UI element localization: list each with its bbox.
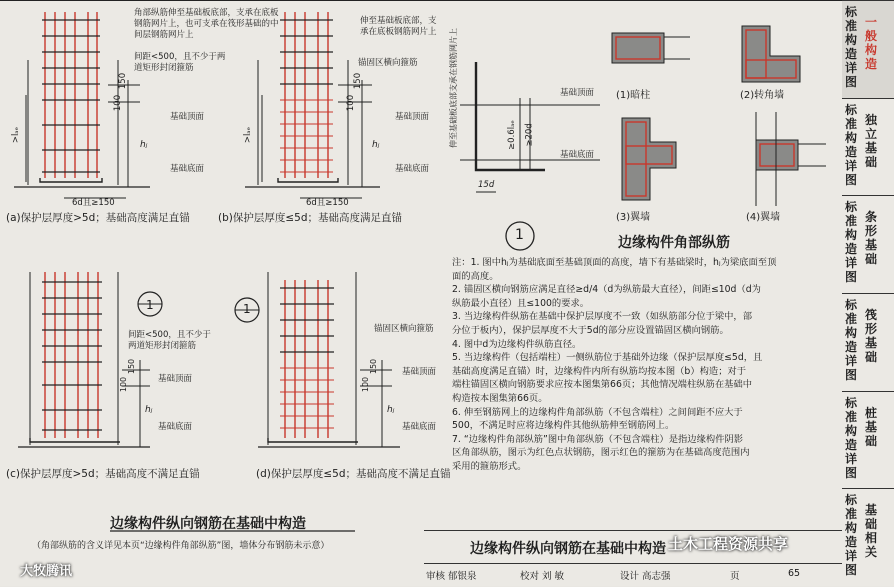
fig-c-dim-100: 100 [119, 376, 129, 393]
checker-name: 刘 敏 [542, 571, 565, 582]
note-line: 6. 伸至钢筋网上的边缘构件角部纵筋（不包含端柱）之间间距不应大于 [452, 406, 743, 418]
page-number: 65 [788, 568, 801, 579]
note-line: 分位于板内），保护层厚度不大于5d的部分应设置锚固区横向钢筋。 [452, 325, 729, 336]
sidebar-tab[interactable] [842, 98, 894, 197]
note-line: 500，不满足时应将边缘构件其他纵筋伸至钢筋网上。 [452, 420, 675, 432]
fig-b-top-label: 基础顶面 [395, 112, 430, 122]
fig-a-dim-hj: hⱼ [140, 140, 148, 150]
corner-members-drawing [612, 26, 826, 206]
sidebar-tab-series: 标准构造详图 [845, 102, 858, 187]
fig-c-drawing [18, 272, 162, 447]
fig-a-caption: (a)保护层厚度>5d；基础高度满足直锚 [6, 212, 190, 224]
fig-a-top-label: 基础顶面 [170, 112, 205, 122]
sidebar-tab-label: 筏形基础 [865, 308, 878, 364]
fig-b-dim-lae: >lₐₑ [243, 126, 254, 144]
fig-c-spacing-note: 间距<500，且不少于两道矩形封闭箍筋 [128, 330, 211, 351]
fig-a-dim-lae: >lₐₑ [11, 126, 22, 144]
note-line: 端柱锚固区横向钢筋要求应按本图集第66页；其他情况端柱纵筋在基础中 [452, 379, 753, 391]
fig-d-caption: (d)保护层厚度≤5d；基础高度不满足直锚 [256, 468, 451, 480]
fig-1-dim-15d: 15d [478, 180, 495, 190]
fig-a-bottom-label: 基础底面 [170, 164, 205, 174]
fig-c-bottom-label: 基础底面 [158, 422, 193, 432]
note-line: 5. 当边缘构件（包括端柱）一侧纵筋位于基础外边缘（保护层厚度≤5d，且 [452, 352, 763, 364]
fig-b-dim-hj: hⱼ [372, 140, 380, 150]
note-line: 4. 图中d为边缘构件纵筋直径。 [452, 338, 582, 350]
sidebar-tab-series: 标准构造详图 [845, 200, 858, 285]
fig-d-anchor-note: 锚固区横向箍筋 [374, 324, 434, 334]
fig-1-dim-06: ≥0.6lₐₑ [506, 120, 517, 150]
sidebar-tab-label: 基础相关 [865, 503, 878, 560]
fig-d-marker: 1 [243, 302, 251, 316]
corner-item-4: (4)翼墙 [746, 212, 781, 223]
fig-a-dim-100: 100 [113, 94, 124, 112]
fig-b-anchor-note: 锚固区横向箍筋 [358, 58, 418, 68]
designer-name: 高志强 [642, 571, 671, 582]
note-line: 基础高度满足直锚）时，边缘构件内所有纵筋均按本图（b）构造；对于 [452, 365, 747, 377]
fig-1-bottom-label: 基础底面 [560, 150, 595, 160]
sidebar-tab-series: 标准构造详图 [845, 395, 858, 480]
sidebar-tab[interactable] [842, 488, 894, 587]
review-label: 审核 [426, 571, 446, 582]
fig-a-dim-150: 150 [118, 72, 129, 90]
sidebar-tab-series: 标准构造详图 [845, 298, 858, 382]
sidebar-tab[interactable] [842, 195, 894, 294]
fig-1-circle-label: 1 [515, 227, 524, 243]
fig-b-caption: (b)保护层厚度≤5d；基础高度满足直锚 [218, 212, 403, 224]
fig-b-dim-150: 150 [353, 72, 364, 90]
page-label: 页 [730, 571, 740, 582]
sidebar-tab-label: 条形基础 [865, 210, 878, 267]
note-line: 构造按本图集第66页。 [452, 393, 548, 404]
title-block-title: 边缘构件纵向钢筋在基础中构造 [470, 541, 666, 557]
watermark-right: 土木工程资源共享 [668, 535, 789, 553]
fig-1-rebar-note: 伸至基础板底部支承在钢筋网片上 [449, 28, 458, 148]
fig-c-marker: 1 [146, 298, 154, 312]
fig-c-dim-hj: hⱼ [145, 405, 153, 415]
note-line: 7. “边缘构件角部纵筋”图中角部纵筋（不包含端柱）是指边缘构件阴影 [452, 433, 744, 445]
corner-title: 边缘构件角部纵筋 [618, 235, 730, 251]
note-line: 2. 锚固区横向钢筋应满足直径≥d/4（d为纵筋最大直径），间距≤10d（d为 [452, 284, 761, 296]
sidebar-tab-label: 一般构造 [865, 15, 878, 71]
check-label: 校对 [520, 571, 540, 582]
fig-c-dim-150: 150 [127, 358, 137, 375]
note-line: 面的高度。 [452, 270, 499, 282]
main-title: 边缘构件纵向钢筋在基础中构造 [110, 516, 306, 532]
design-label: 设计 [620, 571, 640, 582]
sidebar-tab[interactable] [842, 391, 894, 490]
fig-a-rebar-note: 角部纵筋伸至基础板底部，支承在底板钢筋网片上，也可支承在筏形基础的中间层钢筋网片上 [134, 8, 279, 40]
sidebar-tab[interactable] [842, 0, 894, 99]
sidebar-tab-label: 独立基础 [865, 112, 878, 169]
fig-a-drawing [14, 12, 150, 198]
corner-item-2: (2)转角墙 [740, 90, 785, 101]
title-block-row [424, 563, 842, 584]
fig-c-top-label: 基础顶面 [158, 374, 193, 384]
main-note: （角部纵筋的含义详见本页“边缘构件角部纵筋”图，墙体分布钢筋未示意） [32, 541, 330, 551]
note-line: 区角部纵筋，图示为红色点状钢筋，图示红色的箍筋为在基础高度范围内 [452, 447, 750, 459]
fig-1-top-label: 基础顶面 [560, 88, 595, 98]
corner-item-1: (1)暗柱 [616, 90, 651, 101]
fig-d-dim-hj: hⱼ [387, 405, 395, 415]
note-line: 注：1. 图中hⱼ为基础底面至基础顶面的高度，墙下有基础梁时，hⱼ为梁底面至顶 [452, 257, 777, 268]
reviewer-name: 郁银泉 [448, 571, 477, 582]
note-line: 采用的箍筋形式。 [452, 461, 527, 472]
fig-d-bottom-label: 基础底面 [402, 422, 437, 432]
fig-c-caption: (c)保护层厚度>5d；基础高度不满足直锚 [6, 468, 200, 480]
fig-b-bottom-label: 基础底面 [395, 164, 430, 174]
fig-d-dim-150: 150 [369, 358, 379, 375]
fig-b-dim-100: 100 [346, 94, 357, 112]
fig-d-dim-100: 100 [361, 376, 371, 393]
sidebar-tab-label: 桩基础 [865, 405, 878, 448]
sidebar-tab-series: 标准构造详图 [845, 493, 858, 578]
sidebar-tab-series: 标准构造详图 [845, 5, 858, 89]
fig-1-dim-20: ≥20d [524, 123, 535, 147]
watermark-left: 大牧腾讯 [20, 564, 73, 579]
note-line: 3. 当边缘构件纵筋在基础中保护层厚度不一致（如纵筋部分位于梁中，部 [452, 311, 753, 323]
fig-b-dim-bottom: 6d且≥150 [306, 198, 349, 208]
fig-b-rebar-note: 伸至基础板底部，支承在底板钢筋网片上 [360, 16, 437, 37]
note-line: 纵筋最小直径）且≤100的要求。 [452, 297, 590, 309]
fig-a-dim-bottom: 6d且≥150 [72, 198, 115, 208]
fig-a-spacing-note: 间距<500，且不少于两道矩形封闭箍筋 [134, 52, 226, 73]
fig-d-top-label: 基础顶面 [402, 367, 437, 377]
corner-item-3: (3)翼墙 [616, 212, 651, 223]
sidebar-tab[interactable] [842, 293, 894, 392]
